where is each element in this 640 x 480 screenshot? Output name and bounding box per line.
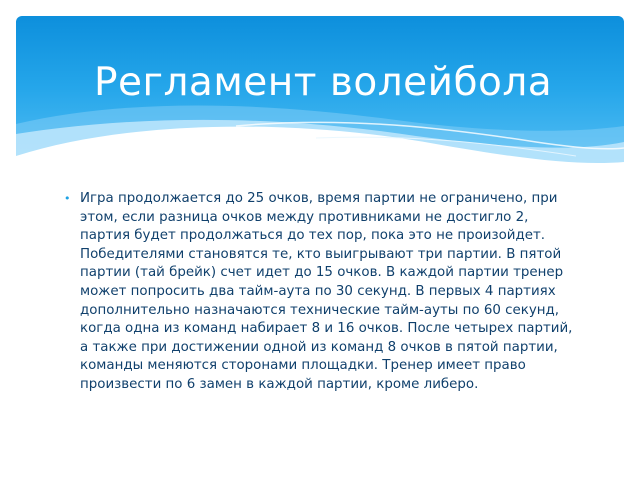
bullet-list: [64, 190, 579, 395]
title-banner: [16, 16, 624, 176]
bullet-item: [64, 190, 579, 395]
bullet-icon: •: [64, 192, 71, 205]
bullet-text: Игра продолжается до 25 очков, время партии не ограничено, при этом, если разница очков между противниками не достигло 2, партия будет продолжаться до тех пор, пока это не произойдет. Победителями становятся те, кто выигрывают три партии. В пятой партии (тай брейк) счет идет до 15 очков. В каждой партии тренер может попросить два тайм-аута по 30 секунд. В первых 4 партиях дополнительно назначаются технические тайм-ауты по 60 секунд, когда одна из команд набирает 8 и 16 очков. После четырех партий, а также при достижении одной из команд 8 очков в пятой партии, команды меняются сторонами площадки. Тренер имеет право произвести по 6 замен в каждой партии, кроме либеро.: [80, 191, 573, 392]
slide-title: Регламент волейбола: [94, 60, 553, 105]
slide-body: [64, 190, 579, 395]
